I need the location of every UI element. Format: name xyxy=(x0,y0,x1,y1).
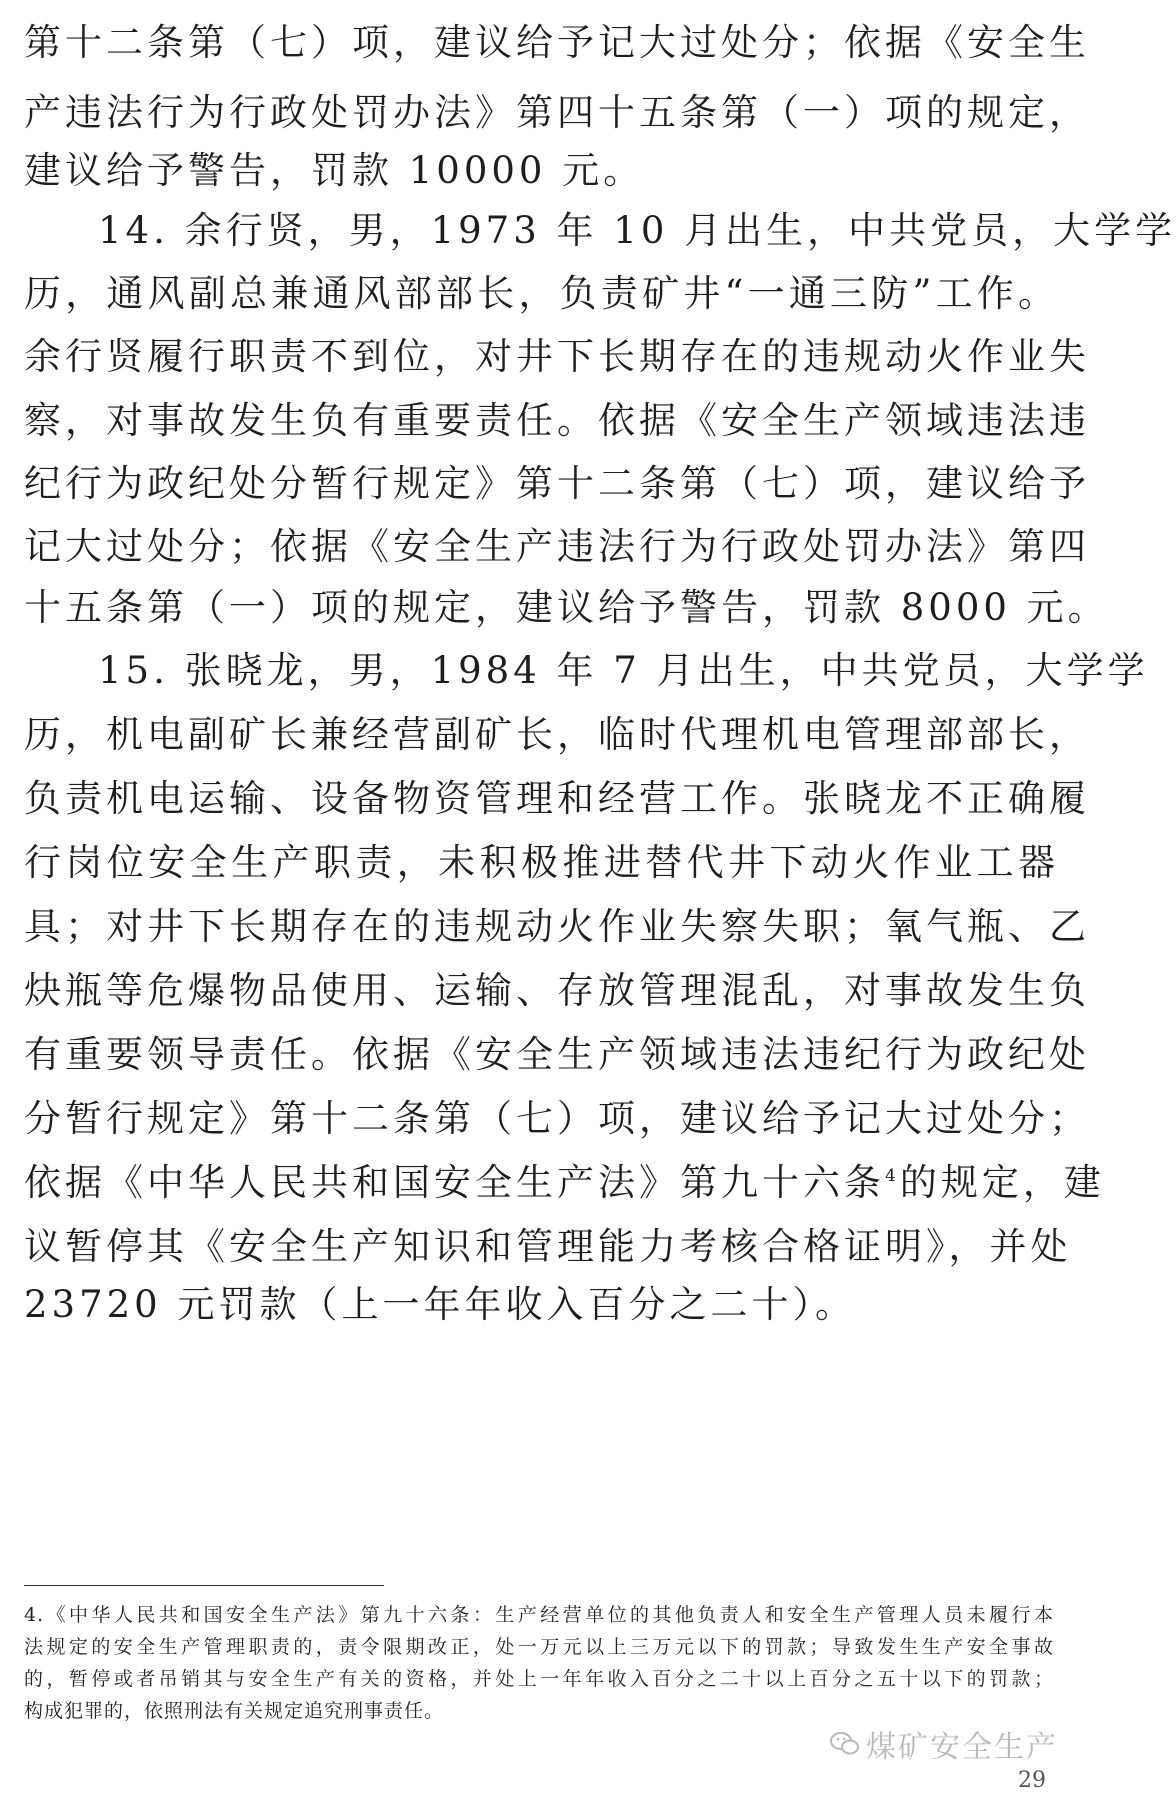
text-segment: 依据《中华人民共和国安全生产法》第九十六条 xyxy=(24,1161,885,1204)
text-line: 历，机电副矿长兼经营副矿长，临时代理机电管理部部长， xyxy=(24,713,1090,756)
text-line: 余行贤履行职责不到位，对井下长期存在的违规动火作业失 xyxy=(24,335,1090,378)
text-line: 第十二条第（七）项，建议给予记大过处分；依据《安全生 xyxy=(24,21,1090,64)
text-line: 分暂行规定》第十二条第（七）项，建议给予记大过处分； xyxy=(24,1097,1090,1140)
text-line: 具；对井下长期存在的违规动火作业失察失职；氧气瓶、乙 xyxy=(24,905,1090,948)
footnote-line: 法规定的安全生产管理职责的，责令限期改正，处一万元以上三万元以下的罚款；导致发生生产安全事故 xyxy=(24,1636,1054,1658)
text-line: 十五条第（一）项的规定，建议给予警告，罚款 8000 元。 xyxy=(24,586,1109,629)
footnote-divider xyxy=(24,1585,384,1586)
text-line: 23720 元罚款（上一年年收入百分之二十）。 xyxy=(24,1283,856,1326)
text-line: 炔瓶等危爆物品使用、运输、存放管理混乱，对事故发生负 xyxy=(24,969,1090,1012)
text-line: 有重要领导责任。依据《安全生产领域违法违纪行为政纪处 xyxy=(24,1033,1090,1076)
text-line: 14. 余行贤，男，1973 年 10 月出生，中共党员，大学学 xyxy=(98,209,1176,252)
wechat-icon xyxy=(830,1731,860,1757)
text-line: 15. 张晓龙，男，1984 年 7 月出生，中共党员，大学学 xyxy=(98,649,1149,692)
text-line: 纪行为政纪处分暂行规定》第十二条第（七）项，建议给予 xyxy=(24,462,1090,505)
footnote-line: 4.《中华人民共和国安全生产法》第九十六条：生产经营单位的其他负责人和安全生产管理人员未履行本 xyxy=(24,1604,1054,1626)
footnote-line: 的，暂停或者吊销其与安全生产有关的资格，并处上一年年收入百分之二十以上百分之五十以下的罚款； xyxy=(24,1668,1054,1690)
text-line: 历，通风副总兼通风部部长，负责矿井“一通三防”工作。 xyxy=(24,272,1059,315)
watermark xyxy=(830,1722,1058,1766)
text-line: 察，对事故发生负有重要责任。依据《安全生产领域违法违 xyxy=(24,399,1090,442)
page-number: 29 xyxy=(1018,1768,1046,1793)
footnote-ref[interactable]: 4 xyxy=(885,1166,900,1186)
text-line-with-footnote xyxy=(24,1148,1105,1218)
text-line: 议暂停其《安全生产知识和管理能力考核合格证明》，并处 xyxy=(24,1225,1072,1268)
text-line: 行岗位安全生产职责，未积极推进替代井下动火作业工器 xyxy=(24,841,1059,884)
text-line: 建议给予警告，罚款 10000 元。 xyxy=(24,149,645,192)
text-line: 记大过处分；依据《安全生产违法行为行政处罚办法》第四 xyxy=(24,525,1090,568)
watermark-text: 煤矿安全生产 xyxy=(866,1730,1058,1765)
text-segment: 的规定，建 xyxy=(899,1161,1105,1204)
footnote-line: 构成犯罪的，依照刑法有关规定追究刑事责任。 xyxy=(24,1700,445,1722)
text-line: 负责机电运输、设备物资管理和经营工作。张晓龙不正确履 xyxy=(24,777,1090,820)
text-line: 产违法行为行政处罚办法》第四十五条第（一）项的规定， xyxy=(24,91,1090,134)
